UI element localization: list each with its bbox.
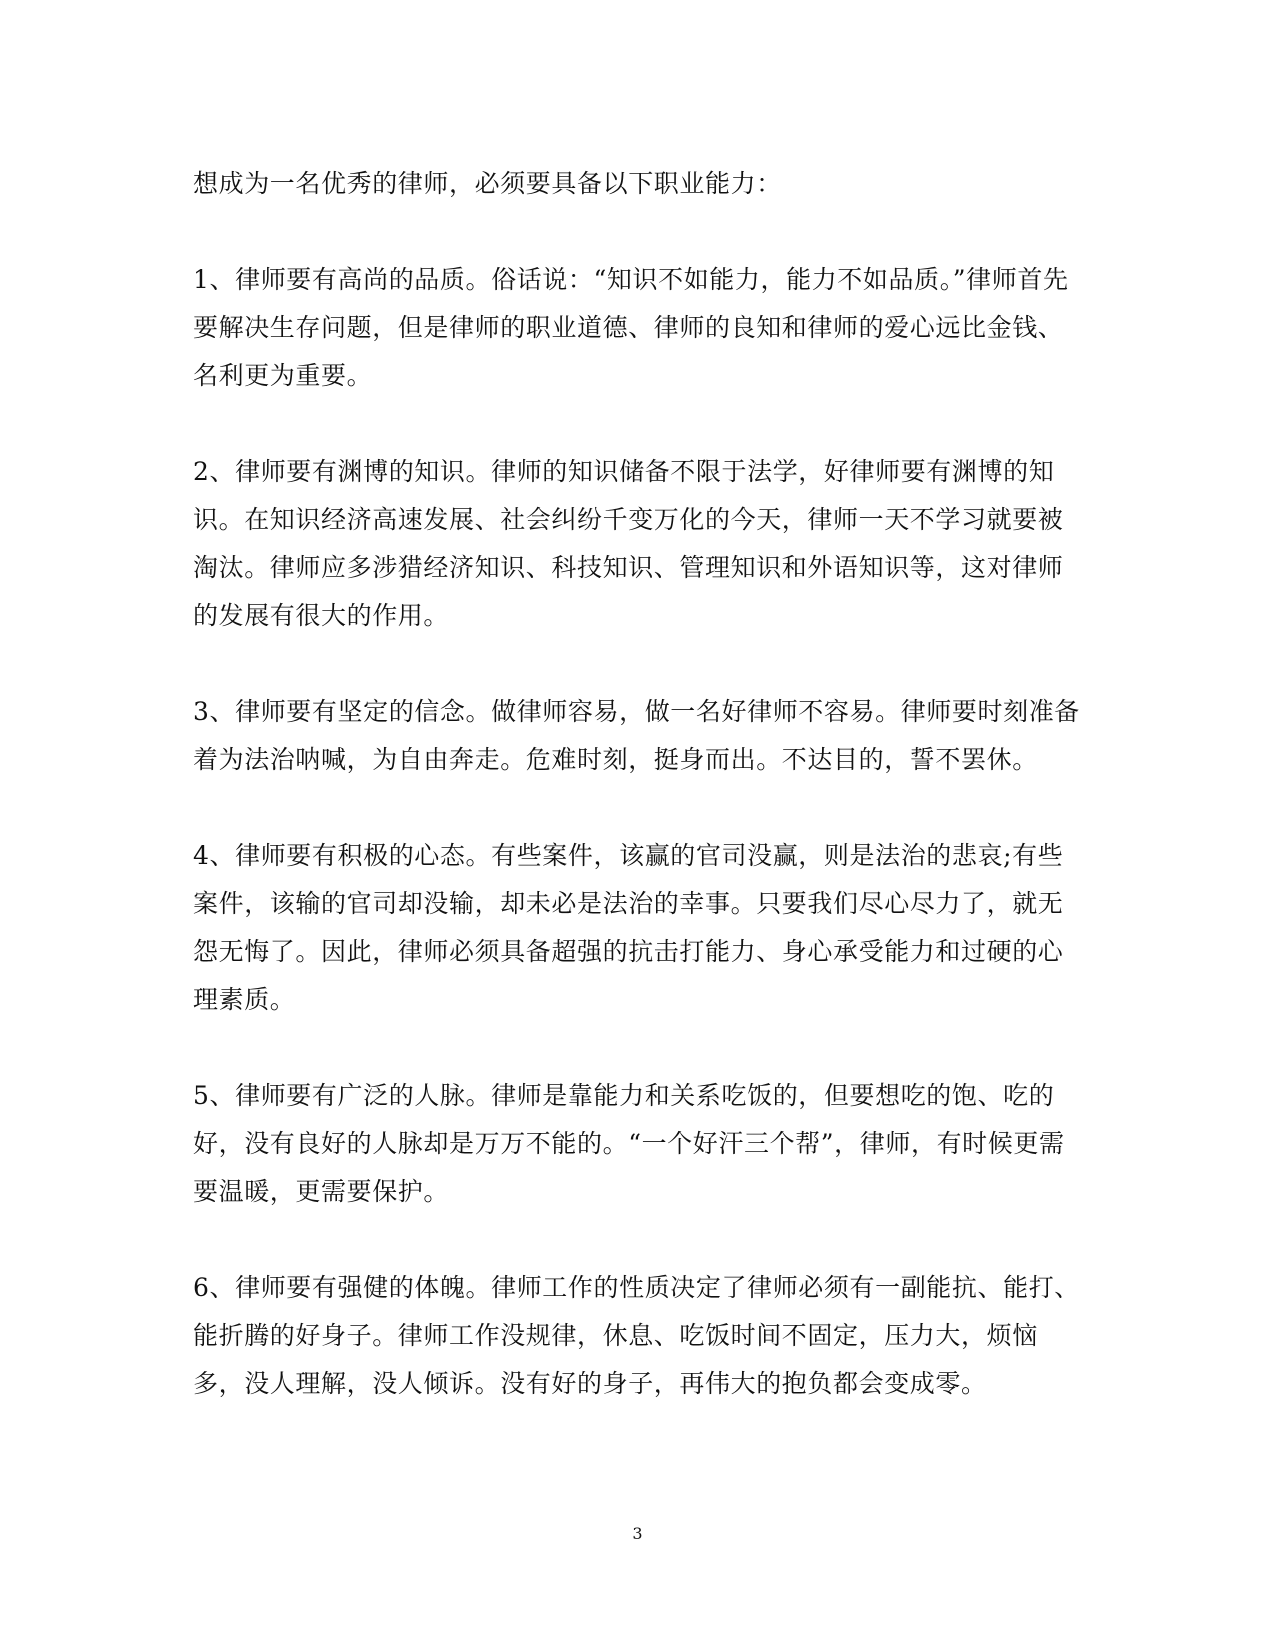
paragraph-3: 3、律师要有坚定的信念。做律师容易，做一名好律师不容易。律师要时刻准备着为法治呐喊，为自由奔走。危难时刻，挺身而出。不达目的，誓不罢休。: [193, 697, 1080, 774]
paragraph-spacer: [193, 400, 1083, 448]
paragraph-spacer: [193, 784, 1083, 832]
paragraph-spacer: [193, 640, 1083, 688]
paragraph-spacer: [193, 208, 1083, 256]
paragraph-5: 5、律师要有广泛的人脉。律师是靠能力和关系吃饭的，但要想吃的饱、吃的好，没有良好的人脉却是万万不能的。“一个好汗三个帮”，律师，有时候更需要温暖，更需要保护。: [193, 1081, 1065, 1206]
document-body: [193, 160, 1083, 1408]
intro-paragraph: 想成为一名优秀的律师，必须要具备以下职业能力：: [193, 169, 782, 198]
paragraph-6: 6、律师要有强健的体魄。律师工作的性质决定了律师必须有一副能抗、能打、能折腾的好身子。律师工作没规律，休息、吃饭时间不固定，压力大，烦恼多，没人理解，没人倾诉。没有好的身子，再伟大的抱负都会变成零。: [193, 1273, 1080, 1398]
paragraph-2: 2、律师要有渊博的知识。律师的知识储备不限于法学，好律师要有渊博的知识。在知识经济高速发展、社会纠纷千变万化的今天，律师一天不学习就要被淘汰。律师应多涉猎经济知识、科技知识、管理知识和外语知识等，这对律师的发展有很大的作用。: [193, 457, 1064, 630]
paragraph-spacer: [193, 1024, 1083, 1072]
paragraph-spacer: [193, 1216, 1083, 1264]
page-number: 3: [632, 1524, 643, 1543]
paragraph-4: 4、律师要有积极的心态。有些案件，该赢的官司没赢，则是法治的悲哀;有些案件，该输的官司却没输，却未必是法治的幸事。只要我们尽心尽力了，就无怨无悔了。因此，律师必须具备超强的抗击打能力、身心承受能力和过硬的心理素质。: [193, 841, 1064, 1014]
paragraph-1: 1、律师要有高尚的品质。俗话说：“知识不如能力，能力不如品质。”律师首先要解决生存问题，但是律师的职业道德、律师的良知和律师的爱心远比金钱、名利更为重要。: [193, 265, 1069, 390]
